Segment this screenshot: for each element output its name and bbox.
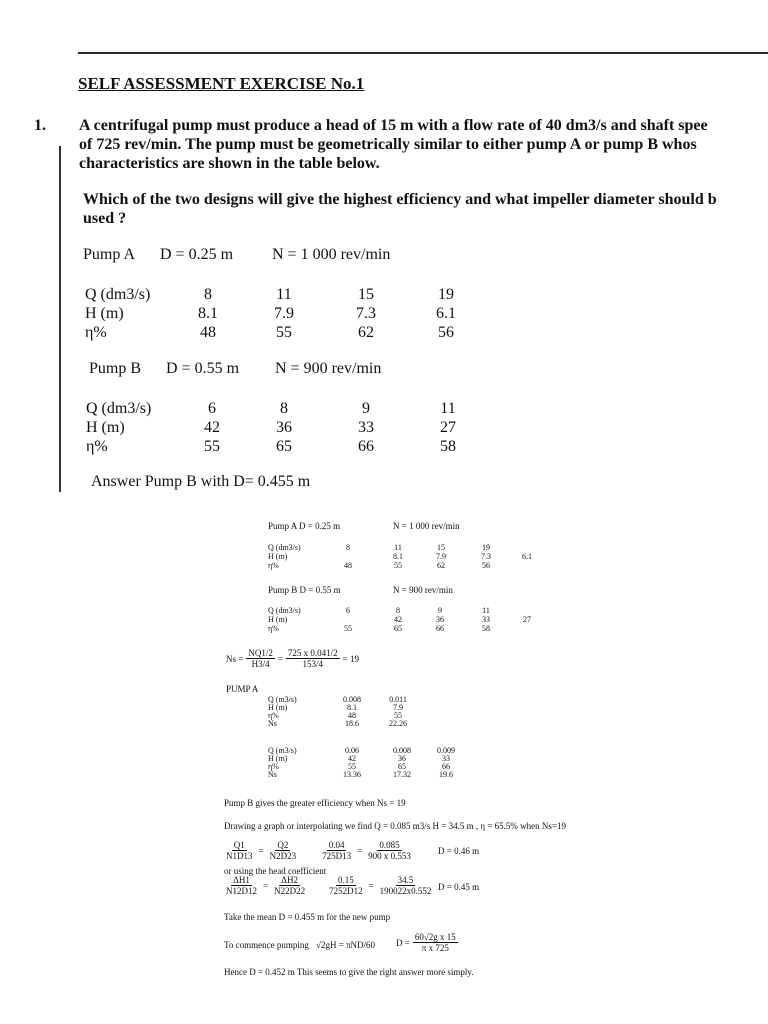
table-cell: 0.06 <box>345 746 359 755</box>
row-label: η% <box>268 711 279 720</box>
row-label: Q (m3/s) <box>268 746 297 755</box>
flow-frac-4 <box>366 840 413 861</box>
table-cell: 56 <box>482 561 490 570</box>
table-cell: 42 <box>204 419 220 436</box>
table-cell: 8 <box>346 543 350 552</box>
row-label: Ns <box>268 719 277 728</box>
table-cell: 42 <box>394 615 402 624</box>
flow-eq-1: = <box>258 845 264 856</box>
table-cell: 17.32 <box>393 770 411 779</box>
flow-num-2: Q2 <box>277 840 289 850</box>
table-cell: 27 <box>523 615 531 624</box>
table-cell: 33 <box>358 419 374 436</box>
head-num-2: ΔH2 <box>281 875 298 885</box>
head-eq-2: = <box>368 880 374 891</box>
head-result: D = 0.45 m <box>438 882 480 892</box>
table-cell: 9 <box>362 400 370 417</box>
flow-den-4: 900 x 0.553 <box>368 851 411 861</box>
table-cell: 36 <box>276 419 292 436</box>
question-line-3: characteristics are shown in the table below. <box>79 155 380 172</box>
table-cell: 66 <box>436 624 444 633</box>
row-label: H (m) <box>268 754 288 763</box>
row-label: η% <box>268 624 279 633</box>
flow-frac-3 <box>320 840 353 861</box>
table-cell: 11 <box>276 286 292 303</box>
head-frac-4 <box>378 875 434 896</box>
head-frac-2 <box>272 875 307 896</box>
table-cell: 7.3 <box>481 552 491 561</box>
question-line-1: A centrifugal pump must produce a head of 15 m with a flow rate of 40 dm3/s and shaft spee <box>79 117 708 134</box>
table-cell: 65 <box>398 762 406 771</box>
hence-text: Hence D = 0.452 m This seems to give the right answer more simply. <box>224 967 474 977</box>
table-cell: 66 <box>358 438 374 455</box>
take-mean-text: Take the mean D = 0.455 m for the new pump <box>224 912 391 922</box>
table-cell: 19 <box>438 286 454 303</box>
sol-pump-b-speed: N = 900 rev/min <box>393 585 453 595</box>
head-den-4: 190022x0.552 <box>379 886 432 896</box>
table-cell: 13.36 <box>343 770 361 779</box>
d-lhs: D = <box>396 937 410 948</box>
row-label: H (m) <box>268 552 288 561</box>
ns-num2: 725 x 0.041/2 <box>287 648 338 658</box>
flow-den-2: N2D23 <box>269 851 297 861</box>
conclusion-text: Pump B gives the greater efficiency when Ns = 19 <box>224 798 406 808</box>
commence-text: To commence pumping <box>224 940 309 950</box>
d-formula <box>396 932 458 953</box>
row-label: Q (dm3/s) <box>85 286 151 303</box>
table-cell: 0.011 <box>389 695 407 704</box>
ns-den: H3/4 <box>251 659 270 669</box>
top-rule <box>78 52 768 54</box>
table-cell: 7.3 <box>356 305 376 322</box>
table-cell: 27 <box>440 419 456 436</box>
table-cell: 0.008 <box>393 746 411 755</box>
table-cell: 0.009 <box>437 746 455 755</box>
commence-formula: √2gH = πND/60 <box>316 940 376 950</box>
table-cell: 6 <box>346 606 350 615</box>
margin-bar <box>59 146 61 492</box>
ns-fraction-1 <box>246 648 275 669</box>
pump-b-speed: N = 900 rev/min <box>275 360 382 377</box>
flow-coeff-formula <box>224 840 413 861</box>
head-den-2: N22D22 <box>274 886 306 896</box>
sol-pump-b-header: Pump B D = 0.55 m <box>268 585 341 595</box>
table-cell: 18.6 <box>345 719 359 728</box>
flow-num-4: 0.085 <box>379 840 400 850</box>
table-cell: 15 <box>358 286 374 303</box>
table-cell: 7.9 <box>436 552 446 561</box>
d-fraction <box>413 932 458 953</box>
row-label: Q (dm3/s) <box>86 400 152 417</box>
table-cell: 6 <box>208 400 216 417</box>
table-cell: 55 <box>204 438 220 455</box>
ns-num: NQ1/2 <box>248 648 273 658</box>
flow-num-1: Q1 <box>233 840 245 850</box>
table-cell: 58 <box>440 438 456 455</box>
ns-result: = 19 <box>342 653 359 664</box>
table-cell: 36 <box>398 754 406 763</box>
head-num-1: ΔH1 <box>233 875 250 885</box>
head-den-3: 7252D12 <box>329 886 363 896</box>
table-cell: 0.008 <box>343 695 361 704</box>
table-cell: 15 <box>437 543 445 552</box>
table-cell: 19 <box>482 543 490 552</box>
table-cell: 11 <box>440 400 456 417</box>
sol-pump-a-speed: N = 1 000 rev/min <box>393 521 460 531</box>
row-label: Q (dm3/s) <box>268 543 301 552</box>
table-cell: 7.9 <box>393 703 403 712</box>
d-num: 60√2g x 15 <box>414 932 456 942</box>
table-cell: 7.9 <box>274 305 294 322</box>
question-number: 1. <box>34 117 46 134</box>
table-cell: 55 <box>348 762 356 771</box>
row-label: H (m) <box>86 419 125 436</box>
head-coeff-label: or using the head coefficient <box>224 866 327 876</box>
table-cell: 8.1 <box>347 703 357 712</box>
table-cell: 48 <box>200 324 216 341</box>
pump-b-label: Pump B <box>89 360 142 377</box>
row-label: η% <box>268 762 279 771</box>
flow-frac-2 <box>268 840 299 861</box>
ask-line-1: Which of the two designs will give the highest efficiency and what impeller diameter should b <box>83 191 717 208</box>
ns-fraction-2 <box>286 648 340 669</box>
table-cell: 55 <box>394 711 402 720</box>
table-cell: 8 <box>204 286 212 303</box>
interpolation-text: Drawing a graph or interpolating we find Q = 0.085 m3/s H = 34.5 m , η = 65.5% when Ns=19 <box>224 821 566 831</box>
table-cell: 22.26 <box>389 719 407 728</box>
table-cell: 55 <box>344 624 352 633</box>
head-num-3: 0.15 <box>337 875 354 885</box>
table-cell: 19.6 <box>439 770 453 779</box>
flow-result: D = 0.46 m <box>438 846 480 856</box>
table-cell: 65 <box>276 438 292 455</box>
table-cell: 56 <box>438 324 454 341</box>
table-cell: 42 <box>348 754 356 763</box>
head-frac-1 <box>224 875 259 896</box>
head-eq-1: = <box>263 880 269 891</box>
table-cell: 8.1 <box>393 552 403 561</box>
table-cell: 36 <box>436 615 444 624</box>
pump-a-diameter: D = 0.25 m <box>160 246 234 263</box>
ns-eq: = <box>277 653 283 664</box>
head-den-1: N12D12 <box>226 886 257 896</box>
table-cell: 9 <box>438 606 442 615</box>
flow-eq-2: = <box>357 845 363 856</box>
flow-frac-1 <box>224 840 255 861</box>
pump-a-label: Pump A <box>83 246 136 263</box>
table-cell: 62 <box>437 561 445 570</box>
row-label: Ns <box>268 770 277 779</box>
pump-b-diameter: D = 0.55 m <box>166 360 240 377</box>
row-label: η% <box>85 324 107 341</box>
row-label: H (m) <box>268 615 288 624</box>
table-cell: 48 <box>348 711 356 720</box>
pump-a-calc-label: PUMP A <box>226 684 259 694</box>
head-coeff-formula <box>224 875 433 896</box>
table-cell: 55 <box>276 324 292 341</box>
ask-line-2: used ? <box>83 210 127 227</box>
ns-lhs: Ns = <box>226 653 244 664</box>
flow-num-3: 0.04 <box>328 840 345 850</box>
table-cell: 65 <box>394 624 402 633</box>
row-label: H (m) <box>268 703 288 712</box>
row-label: Q (m3/s) <box>268 695 297 704</box>
row-label: Q (dm3/s) <box>268 606 301 615</box>
d-den: π x 725 <box>421 943 449 953</box>
ns-formula <box>226 648 359 669</box>
page-title: SELF ASSESSMENT EXERCISE No.1 <box>78 74 365 93</box>
table-cell: 58 <box>482 624 490 633</box>
row-label: η% <box>86 438 108 455</box>
pump-a-speed: N = 1 000 rev/min <box>272 246 391 263</box>
table-cell: 33 <box>442 754 450 763</box>
table-cell: 6.1 <box>522 552 532 561</box>
table-cell: 33 <box>482 615 490 624</box>
sol-pump-a-header: Pump A D = 0.25 m <box>268 521 341 531</box>
question-line-2: of 725 rev/min. The pump must be geometrically similar to either pump A or pump B whos <box>79 136 697 153</box>
table-cell: 11 <box>394 543 402 552</box>
flow-den-3: 725D13 <box>322 851 352 861</box>
ns-den2: 153/4 <box>302 659 324 669</box>
table-cell: 55 <box>394 561 402 570</box>
flow-den-1: N1D13 <box>226 851 253 861</box>
table-cell: 6.1 <box>436 305 456 322</box>
row-label: H (m) <box>85 305 124 322</box>
table-cell: 8.1 <box>198 305 218 322</box>
table-cell: 8 <box>280 400 288 417</box>
head-frac-3 <box>327 875 365 896</box>
row-label: η% <box>268 561 279 570</box>
table-cell: 8 <box>396 606 400 615</box>
table-cell: 62 <box>358 324 374 341</box>
head-num-4: 34.5 <box>397 875 414 885</box>
table-cell: 66 <box>442 762 450 771</box>
table-cell: 11 <box>482 606 490 615</box>
answer-text: Answer Pump B with D= 0.455 m <box>91 473 311 490</box>
table-cell: 48 <box>344 561 352 570</box>
